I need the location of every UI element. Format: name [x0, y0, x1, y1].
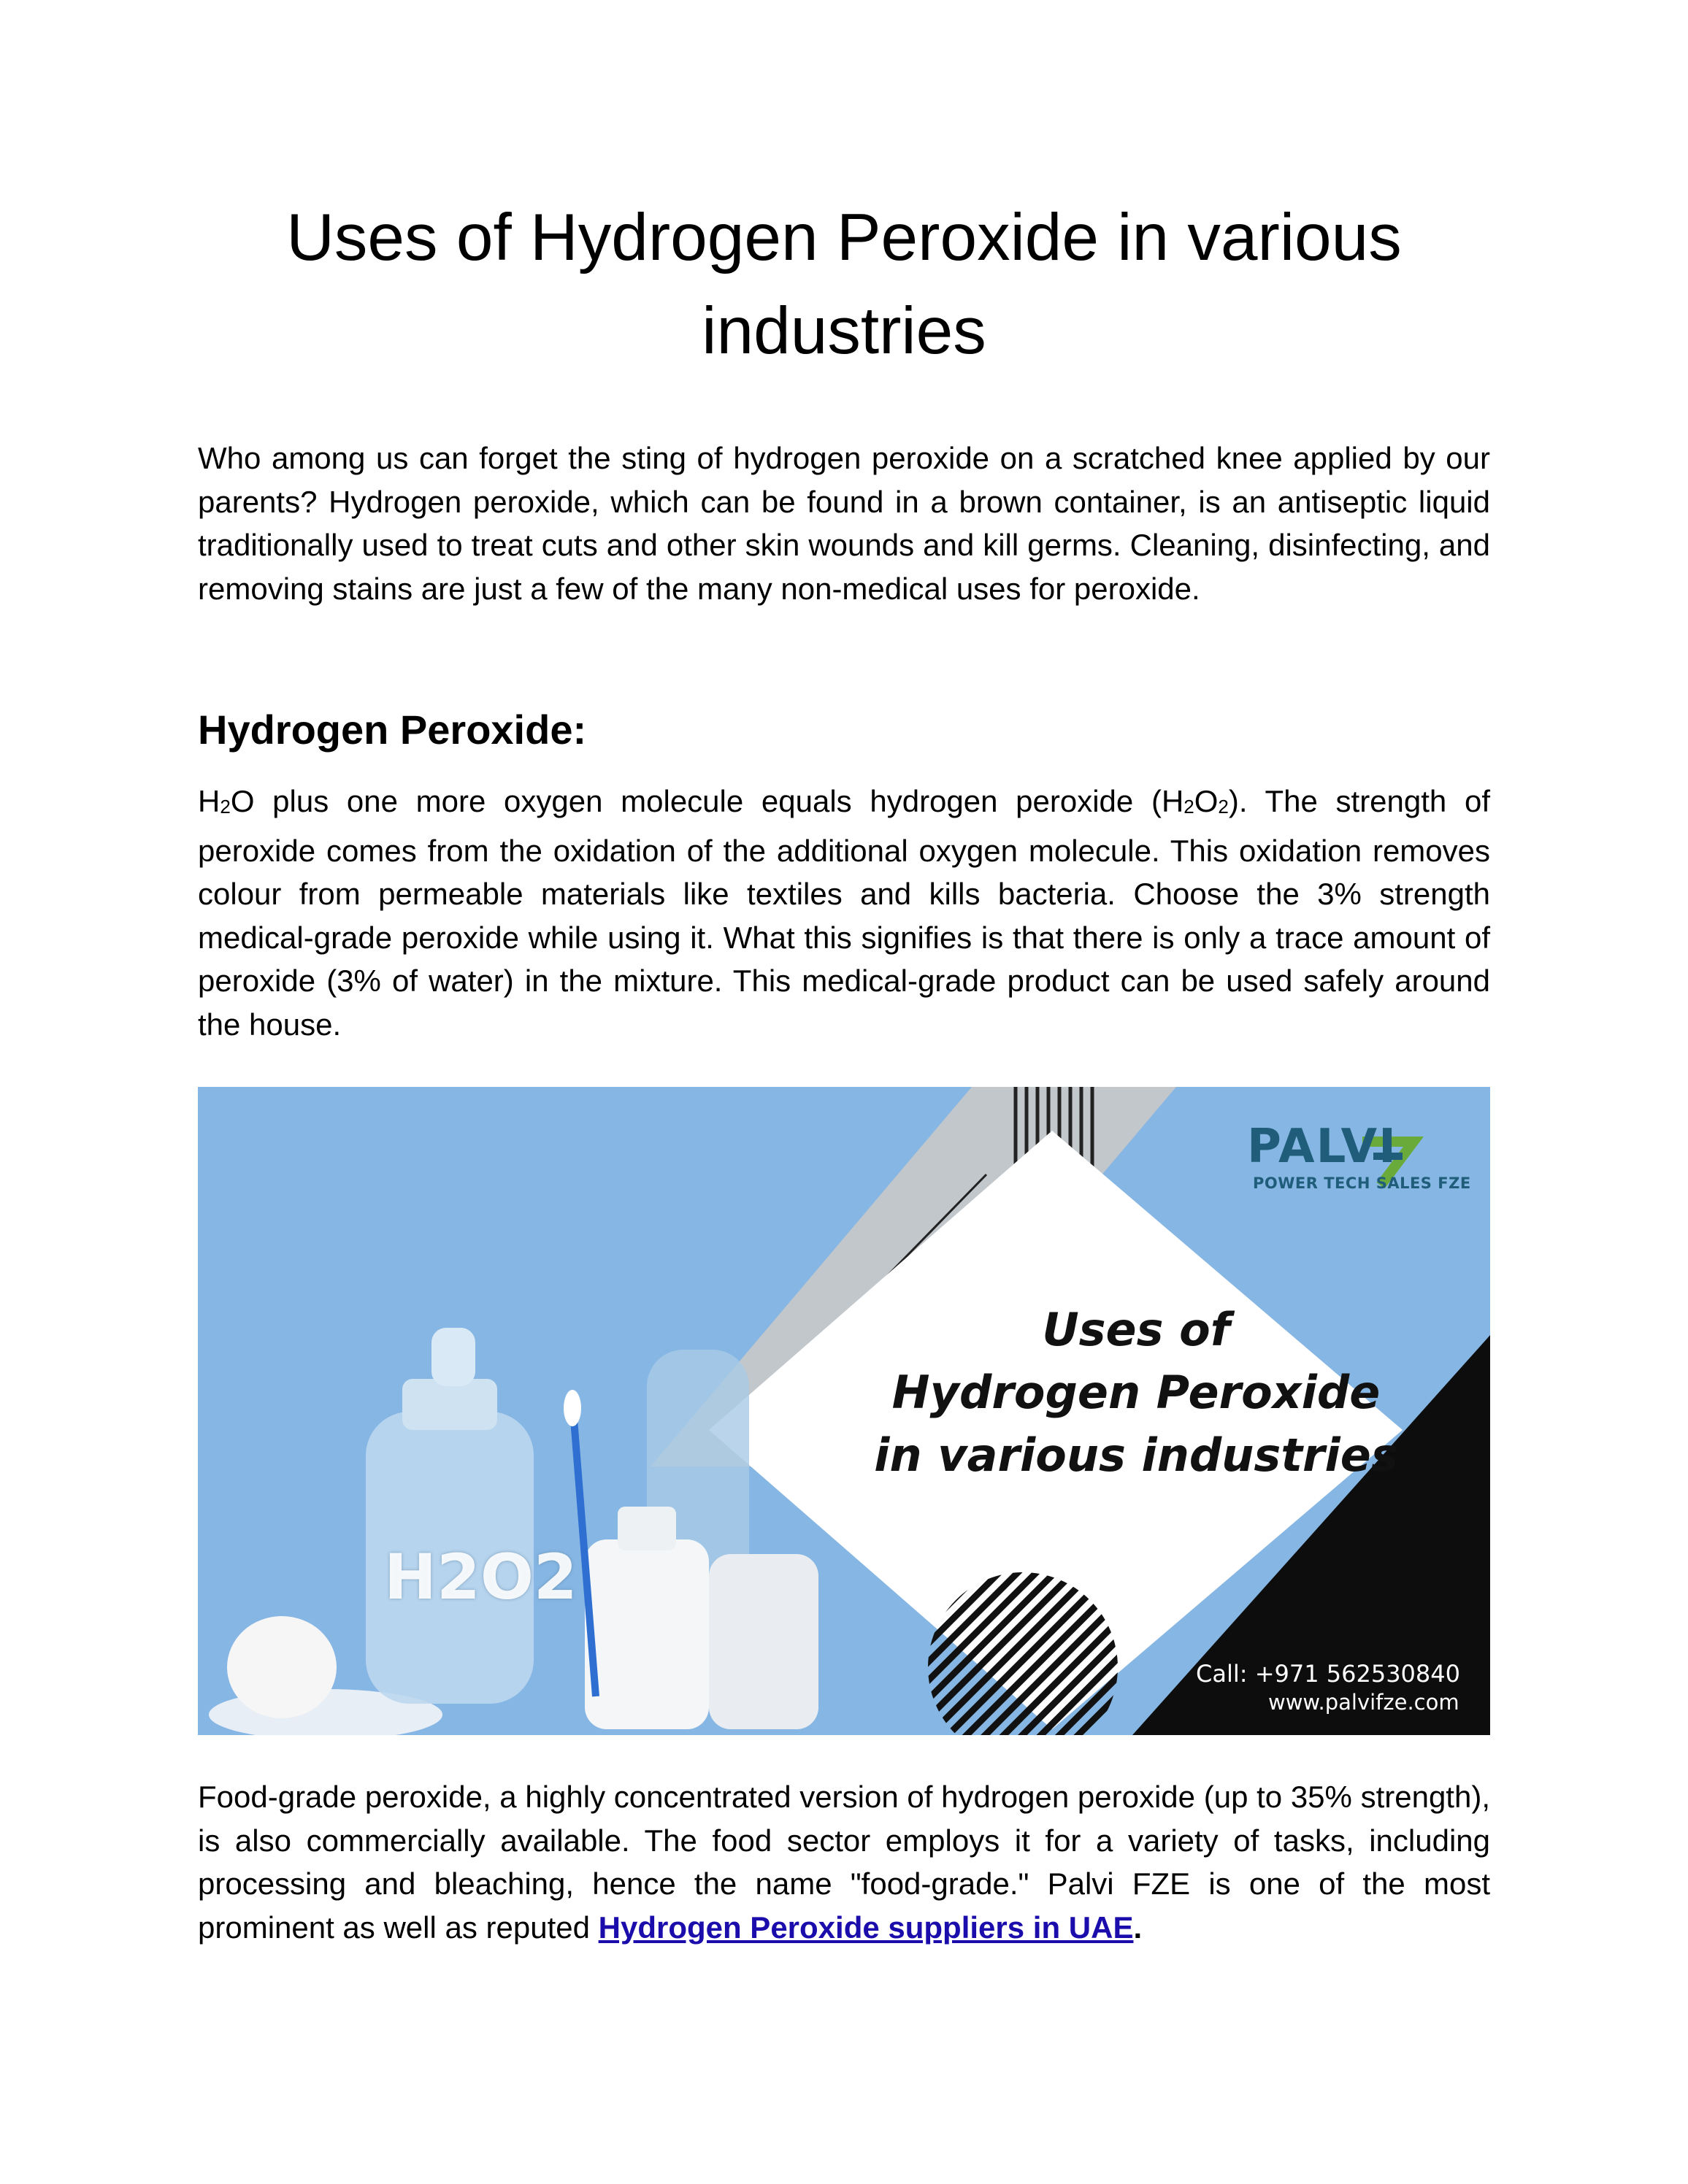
text-run: ). The strength of peroxide comes from the oxidation of the additional oxygen molecule. This oxidation removes colour from permeable materials like textiles and kills bacteria. Choose the 3% strength medical-grade peroxide while using it. What this signifies is that there is only a trace amount of peroxide (3% of water) in the mixture. This medical-grade product can be used safely around the house.: [198, 784, 1490, 1042]
section-heading: Hydrogen Peroxide:: [198, 707, 587, 753]
banner-headline-line3: in various industries: [874, 1429, 1398, 1482]
banner-website: www.palvifze.com: [1268, 1690, 1459, 1715]
brand-logo-name: PALVI: [1247, 1120, 1397, 1174]
subscript: 2: [220, 796, 231, 818]
closing-text: Food-grade peroxide, a highly concentrated version of hydrogen peroxide (up to 35% strength), is also commercially available. The food sector employs it for a variety of tasks, including processing and bleaching, hence the name "food-grade." Palvi FZE is one of the most prominent as well as reputed: [198, 1780, 1490, 1945]
subscript: 2: [1183, 796, 1194, 818]
text-run: O: [1194, 784, 1219, 818]
banner-phone: Call: +971 562530840: [1196, 1660, 1460, 1688]
bottle-label: H2O2: [384, 1541, 578, 1614]
banner-headline-line2: Hydrogen Peroxide: [891, 1366, 1381, 1419]
brand-logo-subtitle: POWER TECH SALES FZE: [1253, 1174, 1471, 1192]
closing-paragraph: [198, 1775, 1490, 1949]
subscript: 2: [1218, 796, 1229, 818]
closing-period: .: [1133, 1910, 1143, 1945]
section-paragraph: [198, 780, 1490, 1046]
page-title: Uses of Hydrogen Peroxide in various industries: [286, 201, 1402, 368]
suppliers-link[interactable]: Hydrogen Peroxide suppliers in UAE: [598, 1910, 1134, 1945]
text-run: H: [198, 784, 220, 818]
banner-headline-line1: Uses of: [1042, 1303, 1230, 1356]
intro-paragraph: Who among us can forget the sting of hydrogen peroxide on a scratched knee applied by our parents? Hydrogen peroxide, which can be found in a brown container, is an antiseptic liquid traditionally used to treat cuts and other skin wounds and kill germs. Cleaning, disinfecting, and removing stains are just a few of the many non-medical uses for peroxide.: [198, 441, 1490, 606]
banner-image: [198, 1087, 1490, 1735]
banner-headline: [859, 1299, 1413, 1487]
text-run: O plus one more oxygen molecule equals hydrogen peroxide (H: [230, 784, 1184, 818]
